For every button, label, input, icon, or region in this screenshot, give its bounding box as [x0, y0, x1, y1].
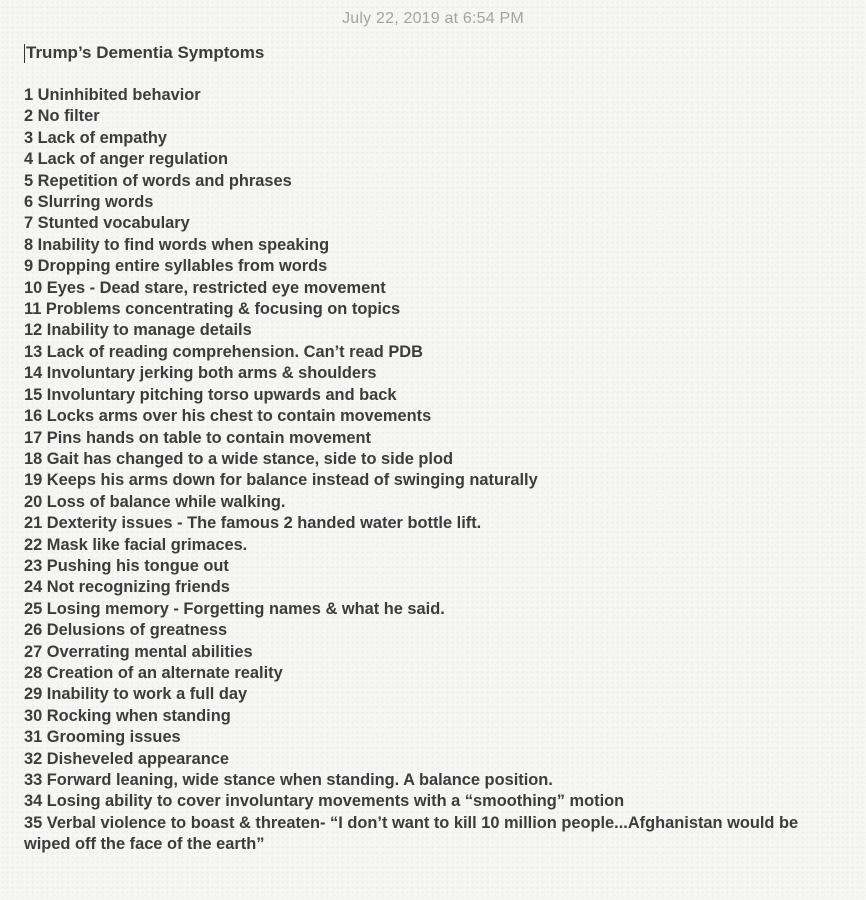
list-item: 32 Disheveled appearance: [24, 749, 229, 768]
list-item: 16 Locks arms over his chest to contain movements: [24, 407, 432, 426]
list-item: 12 Inability to manage details: [24, 321, 252, 340]
note-title-row: [24, 42, 844, 64]
list-item: 10 Eyes - Dead stare, restricted eye movement: [24, 278, 386, 297]
list-item: 8 Inability to find words when speaking: [24, 235, 330, 254]
list-item: 31 Grooming issues: [24, 728, 181, 747]
list-item: 2 No filter: [24, 107, 100, 126]
list-item: 24 Not recognizing friends: [24, 578, 230, 597]
list-item: 35 Verbal violence to boast & threaten- “I don’t want to kill 10 million people...Afghanistan would be wiped off the face of the earth”: [24, 813, 799, 854]
list-item: 33 Forward leaning, wide stance when standing. A balance position.: [24, 771, 553, 789]
list-item: 6 Slurring words: [24, 193, 154, 212]
list-item: 7 Stunted vocabulary: [24, 214, 190, 233]
note-body[interactable]: [24, 42, 844, 856]
list-item: 20 Loss of balance while walking.: [24, 492, 286, 511]
list-item: 3 Lack of empathy: [24, 128, 168, 147]
note-title: Trump’s Dementia Symptoms: [26, 43, 265, 62]
list-item: 21 Dexterity issues - The famous 2 handed water bottle lift.: [24, 514, 482, 533]
list-item: 15 Involuntary pitching torso upwards and back: [24, 385, 397, 404]
list-item: 30 Rocking when standing: [24, 706, 231, 725]
list-item: 11 Problems concentrating & focusing on topics: [24, 300, 401, 319]
list-item: 28 Creation of an alternate reality: [24, 663, 283, 682]
note-timestamp: July 22, 2019 at 6:54 PM: [342, 10, 524, 27]
symptom-list: [24, 85, 844, 856]
list-item: 18 Gait has changed to a wide stance, side to side plod: [24, 449, 453, 468]
list-item: 17 Pins hands on table to contain movement: [24, 428, 371, 447]
list-item: 26 Delusions of greatness: [24, 621, 228, 640]
list-item: 13 Lack of reading comprehension. Can’t read PDB: [24, 342, 423, 361]
list-item: 27 Overrating mental abilities: [24, 642, 253, 661]
list-item: 25 Losing memory - Forgetting names & what he said.: [24, 599, 445, 618]
list-item: 23 Pushing his tongue out: [24, 556, 229, 575]
list-item: 14 Involuntary jerking both arms & shoulders: [24, 364, 377, 383]
list-item: 34 Losing ability to cover involuntary movements with a “smoothing” motion: [24, 792, 625, 811]
list-item: 4 Lack of anger regulation: [24, 150, 229, 169]
list-item: 19 Keeps his arms down for balance instead of swinging naturally: [24, 471, 538, 490]
text-cursor: [24, 44, 25, 63]
list-item: 1 Uninhibited behavior: [24, 86, 201, 104]
list-item: 22 Mask like facial grimaces.: [24, 535, 248, 554]
list-item: 5 Repetition of words and phrases: [24, 171, 292, 190]
list-item: 29 Inability to work a full day: [24, 685, 248, 704]
list-item: 9 Dropping entire syllables from words: [24, 257, 328, 276]
